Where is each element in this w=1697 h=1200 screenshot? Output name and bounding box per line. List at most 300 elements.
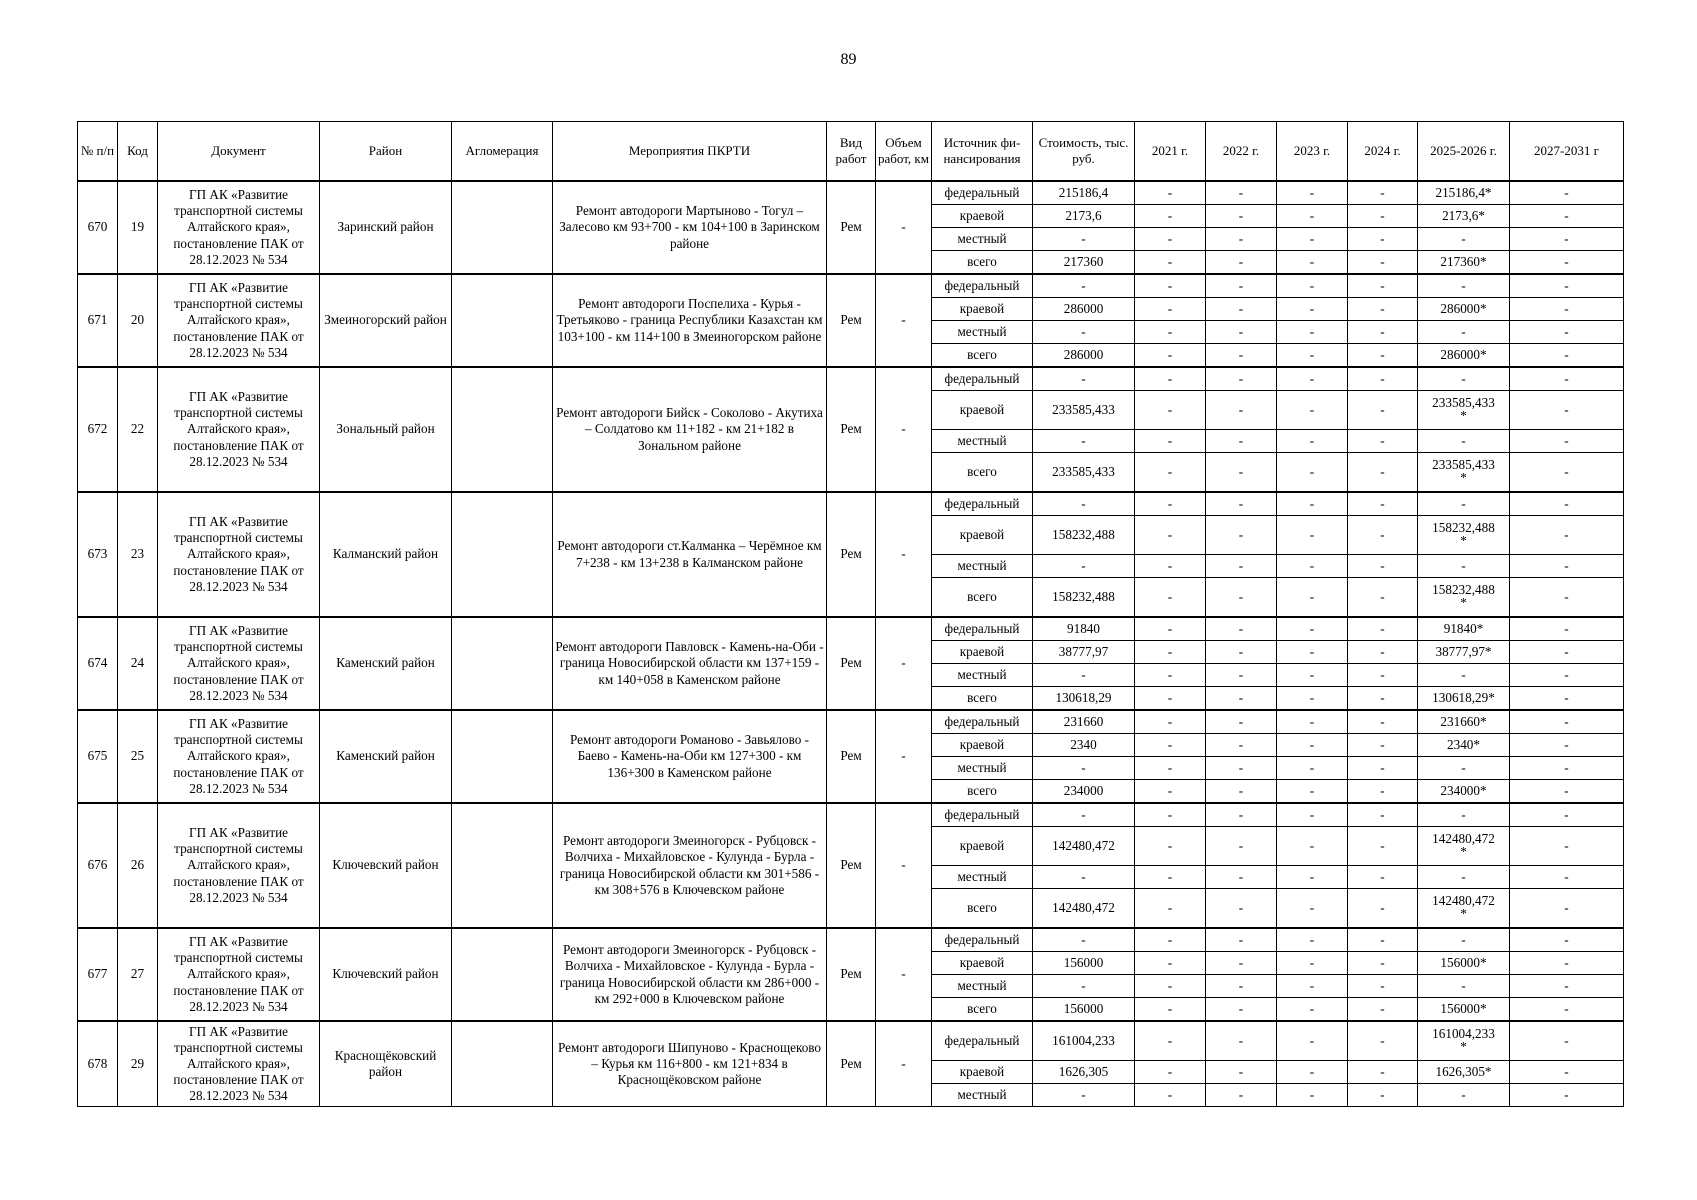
footnote-mark: *: [1460, 906, 1467, 921]
code-cell: 29: [118, 1021, 158, 1107]
value-cell-2027-2031: -: [1510, 710, 1624, 734]
value-cell-2022: -: [1206, 321, 1277, 344]
cost-cell: 231660: [1033, 710, 1135, 734]
value-cell-2027-2031: -: [1510, 298, 1624, 321]
value-cell-2023: -: [1277, 975, 1348, 998]
value-cell-2021: -: [1135, 516, 1206, 555]
cost-cell: 158232,488: [1033, 516, 1135, 555]
value-cell-2022: -: [1206, 251, 1277, 275]
source-cell: местный: [932, 228, 1033, 251]
project-group: [78, 274, 1624, 367]
volume-cell: -: [876, 1021, 932, 1107]
value-cell-2024: -: [1348, 734, 1418, 757]
district-cell: Каменский район: [320, 617, 452, 710]
value-cell-2025-2026: -: [1418, 274, 1510, 298]
value-cell-2025-2026: -: [1418, 757, 1510, 780]
value-cell-2024: -: [1348, 975, 1418, 998]
value-cell-2023: -: [1277, 274, 1348, 298]
value-cell-2025-2026: 130618,29*: [1418, 687, 1510, 711]
value-cell-2024: -: [1348, 998, 1418, 1022]
agglomeration-cell: [452, 274, 553, 367]
value-cell-2024: -: [1348, 321, 1418, 344]
measure-cell: Ремонт автодороги Шипуново - Краснощеково – Курья км 116+800 - км 121+834 в Краснощёковском районе: [553, 1021, 827, 1107]
value-cell-2022: -: [1206, 803, 1277, 827]
cost-cell: -: [1033, 803, 1135, 827]
value-cell-2025-2026: -: [1418, 321, 1510, 344]
value-cell-2021: -: [1135, 228, 1206, 251]
value-cell-2022: -: [1206, 578, 1277, 618]
value-text: 233585,433: [1432, 457, 1495, 473]
value-cell-2027-2031: -: [1510, 998, 1624, 1022]
value-cell-2024: -: [1348, 367, 1418, 391]
value-cell-2023: -: [1277, 734, 1348, 757]
value-cell-2021: -: [1135, 975, 1206, 998]
cost-cell: 286000: [1033, 298, 1135, 321]
header-work-type: Вид работ: [827, 122, 876, 182]
value-cell-2021: -: [1135, 952, 1206, 975]
source-cell: всего: [932, 578, 1033, 618]
value-cell-2023: -: [1277, 367, 1348, 391]
value-cell-2021: -: [1135, 251, 1206, 275]
value-cell-2027-2031: -: [1510, 181, 1624, 205]
value-cell-2021: -: [1135, 430, 1206, 453]
measure-cell: Ремонт автодороги Бийск - Соколово - Акутиха – Солдатово км 11+182 - км 21+182 в Зональном районе: [553, 367, 827, 492]
value-cell-2023: -: [1277, 780, 1348, 804]
agglomeration-cell: [452, 367, 553, 492]
value-cell-2023: -: [1277, 205, 1348, 228]
source-cell: всего: [932, 344, 1033, 368]
measure-cell: Ремонт автодороги Павловск - Камень-на-Оби - граница Новосибирской области км 137+159 - км 140+058 в Каменском районе: [553, 617, 827, 710]
value-cell-2022: -: [1206, 617, 1277, 641]
cost-cell: -: [1033, 1084, 1135, 1107]
value-cell-2023: -: [1277, 998, 1348, 1022]
measure-cell: Ремонт автодороги Романово - Завьялово - Баево - Камень-на-Оби км 127+300 - км 136+300 в Каменском районе: [553, 710, 827, 803]
value-cell-2027-2031: -: [1510, 641, 1624, 664]
value-cell-2027-2031: -: [1510, 367, 1624, 391]
header-agglomeration: Агломерация: [452, 122, 553, 182]
value-cell-2025-2026: 1626,305*: [1418, 1061, 1510, 1084]
value-cell-2022: -: [1206, 710, 1277, 734]
value-cell-2022: -: [1206, 866, 1277, 889]
value-cell-2024: -: [1348, 555, 1418, 578]
value-cell-2021: -: [1135, 492, 1206, 516]
value-cell-2023: -: [1277, 321, 1348, 344]
row-number-cell: 676: [78, 803, 118, 928]
value-cell-2027-2031: -: [1510, 803, 1624, 827]
volume-cell: -: [876, 492, 932, 617]
value-cell-2023: -: [1277, 1084, 1348, 1107]
source-cell: краевой: [932, 641, 1033, 664]
work-type-cell: Рем: [827, 181, 876, 274]
value-cell-2027-2031: -: [1510, 430, 1624, 453]
footnote-mark: *: [1460, 595, 1467, 610]
value-cell-2021: -: [1135, 664, 1206, 687]
value-cell-2027-2031: -: [1510, 228, 1624, 251]
source-cell: краевой: [932, 952, 1033, 975]
row-number-cell: 671: [78, 274, 118, 367]
source-cell: всего: [932, 687, 1033, 711]
value-cell-2024: -: [1348, 516, 1418, 555]
project-group: [78, 367, 1624, 492]
code-cell: 19: [118, 181, 158, 274]
value-cell-2027-2031: -: [1510, 866, 1624, 889]
value-cell-2027-2031: -: [1510, 889, 1624, 929]
value-cell-2021: -: [1135, 453, 1206, 493]
value-cell-2024: -: [1348, 757, 1418, 780]
value-cell-2027-2031: -: [1510, 734, 1624, 757]
value-cell-2025-2026: -: [1418, 664, 1510, 687]
volume-cell: -: [876, 928, 932, 1021]
value-cell-2023: -: [1277, 827, 1348, 866]
header-num: № п/п: [78, 122, 118, 182]
project-group: [78, 181, 1624, 274]
source-cell: всего: [932, 453, 1033, 493]
value-cell-2025-2026: [1418, 578, 1510, 618]
value-cell-2022: -: [1206, 998, 1277, 1022]
value-cell-2021: -: [1135, 866, 1206, 889]
cost-cell: 156000: [1033, 952, 1135, 975]
cost-cell: 233585,433: [1033, 453, 1135, 493]
value-cell-2025-2026: [1418, 889, 1510, 929]
agglomeration-cell: [452, 710, 553, 803]
value-cell-2025-2026: -: [1418, 803, 1510, 827]
value-cell-2025-2026: -: [1418, 367, 1510, 391]
value-text: 161004,233: [1432, 1026, 1495, 1042]
value-cell-2024: -: [1348, 803, 1418, 827]
value-cell-2023: -: [1277, 641, 1348, 664]
cost-cell: -: [1033, 430, 1135, 453]
value-cell-2025-2026: 286000*: [1418, 298, 1510, 321]
value-cell-2027-2031: -: [1510, 928, 1624, 952]
volume-cell: -: [876, 274, 932, 367]
document-cell: ГП АК «Развитие транспортной системы Алтайского края», постановление ПАК от 28.12.2023 № 534: [158, 928, 320, 1021]
value-cell-2024: -: [1348, 710, 1418, 734]
footnote-mark: *: [1460, 1039, 1467, 1054]
code-cell: 24: [118, 617, 158, 710]
value-cell-2024: -: [1348, 827, 1418, 866]
source-cell: федеральный: [932, 617, 1033, 641]
work-type-cell: Рем: [827, 274, 876, 367]
value-cell-2023: -: [1277, 453, 1348, 493]
value-cell-2025-2026: -: [1418, 492, 1510, 516]
source-cell: местный: [932, 866, 1033, 889]
value-cell-2024: -: [1348, 866, 1418, 889]
value-cell-2023: -: [1277, 430, 1348, 453]
value-cell-2024: -: [1348, 641, 1418, 664]
document-cell: ГП АК «Развитие транспортной системы Алтайского края», постановление ПАК от 28.12.2023 № 534: [158, 492, 320, 617]
source-cell: местный: [932, 664, 1033, 687]
value-cell-2025-2026: [1418, 391, 1510, 430]
value-cell-2023: -: [1277, 664, 1348, 687]
value-cell-2025-2026: 234000*: [1418, 780, 1510, 804]
value-cell-2024: -: [1348, 664, 1418, 687]
value-cell-2021: -: [1135, 298, 1206, 321]
work-type-cell: Рем: [827, 617, 876, 710]
value-cell-2023: -: [1277, 866, 1348, 889]
cost-cell: 233585,433: [1033, 391, 1135, 430]
value-cell-2023: -: [1277, 181, 1348, 205]
table-row: [78, 803, 1624, 827]
cost-cell: 158232,488: [1033, 578, 1135, 618]
source-cell: местный: [932, 757, 1033, 780]
value-cell-2023: -: [1277, 1021, 1348, 1061]
value-cell-2023: -: [1277, 391, 1348, 430]
volume-cell: -: [876, 803, 932, 928]
value-cell-2025-2026: [1418, 827, 1510, 866]
header-cost: Стоимость, тыс. руб.: [1033, 122, 1135, 182]
value-cell-2027-2031: -: [1510, 555, 1624, 578]
document-cell: ГП АК «Развитие транспортной системы Алтайского края», постановление ПАК от 28.12.2023 № 534: [158, 710, 320, 803]
header-2021: 2021 г.: [1135, 122, 1206, 182]
value-text: 142480,472: [1432, 893, 1495, 909]
value-cell-2027-2031: -: [1510, 205, 1624, 228]
value-cell-2027-2031: -: [1510, 827, 1624, 866]
agglomeration-cell: [452, 181, 553, 274]
work-type-cell: Рем: [827, 710, 876, 803]
value-cell-2023: -: [1277, 251, 1348, 275]
value-cell-2022: -: [1206, 889, 1277, 929]
document-cell: ГП АК «Развитие транспортной системы Алтайского края», постановление ПАК от 28.12.2023 № 534: [158, 617, 320, 710]
project-group: [78, 710, 1624, 803]
district-cell: Калманский район: [320, 492, 452, 617]
project-group: [78, 1021, 1624, 1107]
value-cell-2022: -: [1206, 274, 1277, 298]
value-cell-2025-2026: 38777,97*: [1418, 641, 1510, 664]
cost-cell: 142480,472: [1033, 827, 1135, 866]
value-cell-2023: -: [1277, 344, 1348, 368]
value-cell-2021: -: [1135, 889, 1206, 929]
value-cell-2022: -: [1206, 928, 1277, 952]
footnote-mark: *: [1460, 844, 1467, 859]
footnote-mark: *: [1460, 470, 1467, 485]
source-cell: краевой: [932, 298, 1033, 321]
value-cell-2024: -: [1348, 1084, 1418, 1107]
value-cell-2025-2026: 91840*: [1418, 617, 1510, 641]
value-text: 158232,488: [1432, 520, 1495, 536]
document-cell: ГП АК «Развитие транспортной системы Алтайского края», постановление ПАК от 28.12.2023 № 534: [158, 181, 320, 274]
source-cell: местный: [932, 555, 1033, 578]
value-cell-2024: -: [1348, 430, 1418, 453]
measure-cell: Ремонт автодороги Поспелиха - Курья - Третьяково - граница Республики Казахстан км 103+100 - км 114+100 в Змеиногорском районе: [553, 274, 827, 367]
district-cell: Ключевский район: [320, 928, 452, 1021]
value-cell-2021: -: [1135, 780, 1206, 804]
value-cell-2027-2031: -: [1510, 687, 1624, 711]
agglomeration-cell: [452, 617, 553, 710]
table-row: [78, 928, 1624, 952]
value-cell-2021: -: [1135, 1084, 1206, 1107]
value-cell-2025-2026: 215186,4*: [1418, 181, 1510, 205]
code-cell: 27: [118, 928, 158, 1021]
source-cell: краевой: [932, 827, 1033, 866]
table-row: [78, 710, 1624, 734]
cost-cell: -: [1033, 664, 1135, 687]
header-2022: 2022 г.: [1206, 122, 1277, 182]
value-cell-2022: -: [1206, 780, 1277, 804]
value-cell-2024: -: [1348, 228, 1418, 251]
value-cell-2022: -: [1206, 975, 1277, 998]
cost-cell: 38777,97: [1033, 641, 1135, 664]
cost-cell: 2173,6: [1033, 205, 1135, 228]
row-number-cell: 673: [78, 492, 118, 617]
value-cell-2027-2031: -: [1510, 578, 1624, 618]
footnote-mark: *: [1460, 408, 1467, 423]
source-cell: краевой: [932, 516, 1033, 555]
value-cell-2025-2026: 286000*: [1418, 344, 1510, 368]
code-cell: 25: [118, 710, 158, 803]
value-cell-2023: -: [1277, 1061, 1348, 1084]
district-cell: Ключевский район: [320, 803, 452, 928]
source-cell: федеральный: [932, 367, 1033, 391]
value-cell-2021: -: [1135, 391, 1206, 430]
value-cell-2021: -: [1135, 274, 1206, 298]
value-cell-2022: -: [1206, 228, 1277, 251]
value-cell-2024: -: [1348, 687, 1418, 711]
value-cell-2027-2031: -: [1510, 780, 1624, 804]
code-cell: 20: [118, 274, 158, 367]
measure-cell: Ремонт автодороги Змеиногорск - Рубцовск - Волчиха - Михайловское - Кулунда - Бурла - граница Новосибирской области км 301+586 - км 308+576 в Ключевском районе: [553, 803, 827, 928]
value-cell-2022: -: [1206, 367, 1277, 391]
code-cell: 22: [118, 367, 158, 492]
value-cell-2024: -: [1348, 617, 1418, 641]
source-cell: местный: [932, 430, 1033, 453]
cost-cell: -: [1033, 367, 1135, 391]
source-cell: федеральный: [932, 928, 1033, 952]
value-cell-2023: -: [1277, 952, 1348, 975]
value-cell-2023: -: [1277, 710, 1348, 734]
source-cell: федеральный: [932, 1021, 1033, 1061]
cost-cell: 217360: [1033, 251, 1135, 275]
row-number-cell: 678: [78, 1021, 118, 1107]
row-number-cell: 677: [78, 928, 118, 1021]
work-type-cell: Рем: [827, 803, 876, 928]
value-cell-2024: -: [1348, 344, 1418, 368]
project-group: [78, 492, 1624, 617]
value-text: 233585,433: [1432, 395, 1495, 411]
value-text: 158232,488: [1432, 582, 1495, 598]
page-number: 89: [840, 51, 857, 68]
value-cell-2022: -: [1206, 952, 1277, 975]
work-type-cell: Рем: [827, 492, 876, 617]
cost-cell: -: [1033, 492, 1135, 516]
value-cell-2025-2026: -: [1418, 555, 1510, 578]
value-cell-2021: -: [1135, 641, 1206, 664]
source-cell: федеральный: [932, 492, 1033, 516]
value-cell-2021: -: [1135, 803, 1206, 827]
value-cell-2021: -: [1135, 344, 1206, 368]
code-cell: 23: [118, 492, 158, 617]
source-cell: краевой: [932, 205, 1033, 228]
source-cell: всего: [932, 780, 1033, 804]
footnote-mark: *: [1460, 533, 1467, 548]
cost-cell: 161004,233: [1033, 1021, 1135, 1061]
value-cell-2025-2026: -: [1418, 975, 1510, 998]
value-cell-2023: -: [1277, 803, 1348, 827]
value-cell-2023: -: [1277, 687, 1348, 711]
source-cell: краевой: [932, 734, 1033, 757]
cost-cell: 286000: [1033, 344, 1135, 368]
value-cell-2027-2031: -: [1510, 453, 1624, 493]
value-cell-2024: -: [1348, 1021, 1418, 1061]
value-cell-2027-2031: -: [1510, 1084, 1624, 1107]
value-cell-2025-2026: 156000*: [1418, 998, 1510, 1022]
value-cell-2021: -: [1135, 998, 1206, 1022]
value-cell-2027-2031: -: [1510, 251, 1624, 275]
district-cell: Зональный район: [320, 367, 452, 492]
value-cell-2024: -: [1348, 578, 1418, 618]
cost-cell: -: [1033, 866, 1135, 889]
value-cell-2023: -: [1277, 298, 1348, 321]
value-cell-2025-2026: 231660*: [1418, 710, 1510, 734]
agglomeration-cell: [452, 928, 553, 1021]
value-cell-2027-2031: -: [1510, 492, 1624, 516]
value-cell-2022: -: [1206, 734, 1277, 757]
value-cell-2024: -: [1348, 298, 1418, 321]
table-row: [78, 492, 1624, 516]
source-cell: местный: [932, 975, 1033, 998]
source-cell: местный: [932, 1084, 1033, 1107]
value-cell-2027-2031: -: [1510, 321, 1624, 344]
value-cell-2025-2026: 2173,6*: [1418, 205, 1510, 228]
project-group: [78, 928, 1624, 1021]
value-cell-2022: -: [1206, 687, 1277, 711]
source-cell: местный: [932, 321, 1033, 344]
value-cell-2024: -: [1348, 952, 1418, 975]
value-cell-2021: -: [1135, 928, 1206, 952]
value-cell-2021: -: [1135, 734, 1206, 757]
value-cell-2027-2031: -: [1510, 344, 1624, 368]
value-text: 142480,472: [1432, 831, 1495, 847]
agglomeration-cell: [452, 492, 553, 617]
value-cell-2025-2026: -: [1418, 1084, 1510, 1107]
header-2027-2031: 2027-2031 г: [1510, 122, 1624, 182]
cost-cell: -: [1033, 555, 1135, 578]
value-cell-2025-2026: 156000*: [1418, 952, 1510, 975]
value-cell-2027-2031: -: [1510, 1021, 1624, 1061]
value-cell-2021: -: [1135, 617, 1206, 641]
value-cell-2024: -: [1348, 205, 1418, 228]
row-number-cell: 674: [78, 617, 118, 710]
cost-cell: 1626,305: [1033, 1061, 1135, 1084]
value-cell-2022: -: [1206, 205, 1277, 228]
source-cell: федеральный: [932, 803, 1033, 827]
value-cell-2021: -: [1135, 710, 1206, 734]
cost-cell: 215186,4: [1033, 181, 1135, 205]
volume-cell: -: [876, 617, 932, 710]
header-row: [78, 122, 1624, 182]
value-cell-2024: -: [1348, 251, 1418, 275]
table-row: [78, 181, 1624, 205]
value-cell-2025-2026: [1418, 516, 1510, 555]
value-cell-2025-2026: -: [1418, 430, 1510, 453]
header-document: Документ: [158, 122, 320, 182]
header-measure: Мероприятия ПКРТИ: [553, 122, 827, 182]
agglomeration-cell: [452, 1021, 553, 1107]
value-cell-2025-2026: [1418, 1021, 1510, 1061]
value-cell-2027-2031: -: [1510, 274, 1624, 298]
row-number-cell: 670: [78, 181, 118, 274]
value-cell-2025-2026: 2340*: [1418, 734, 1510, 757]
value-cell-2024: -: [1348, 928, 1418, 952]
header-2023: 2023 г.: [1277, 122, 1348, 182]
document-cell: ГП АК «Развитие транспортной системы Алтайского края», постановление ПАК от 28.12.2023 № 534: [158, 274, 320, 367]
value-cell-2025-2026: -: [1418, 866, 1510, 889]
value-cell-2022: -: [1206, 453, 1277, 493]
value-cell-2024: -: [1348, 492, 1418, 516]
value-cell-2022: -: [1206, 555, 1277, 578]
header-district: Район: [320, 122, 452, 182]
row-number-cell: 672: [78, 367, 118, 492]
work-type-cell: Рем: [827, 367, 876, 492]
